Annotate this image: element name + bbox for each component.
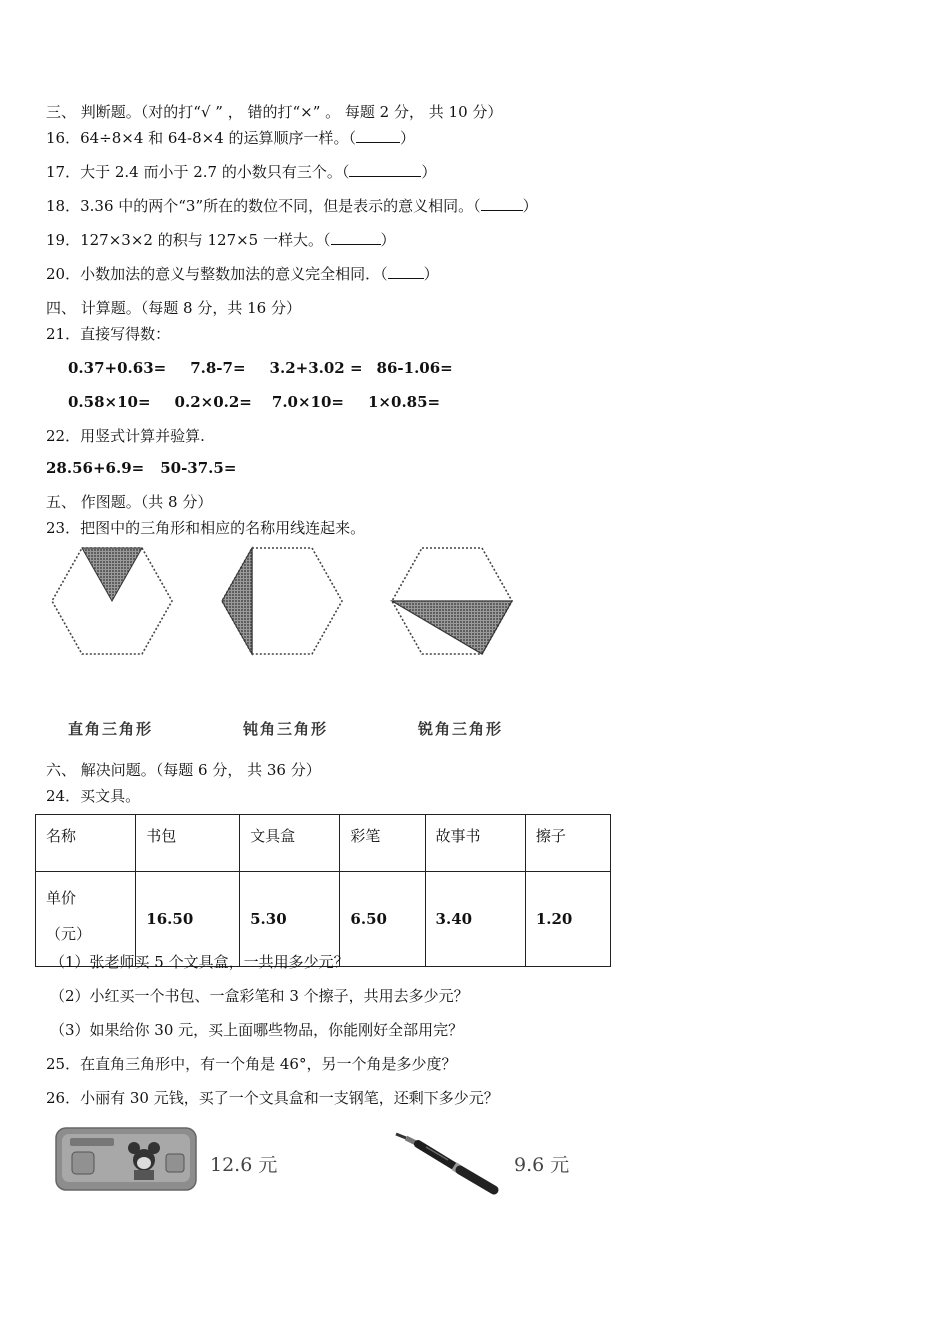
hexagon-2[interactable]: [222, 548, 342, 654]
answer-blank-18[interactable]: [481, 196, 523, 211]
label-right-triangle[interactable]: 直角三角形: [68, 720, 154, 738]
table-header-cell: 书包: [136, 815, 240, 872]
pen-price: 9.6 元: [514, 1154, 570, 1176]
pencil-case-image: [54, 1124, 198, 1194]
section3-title: 三、 判断题。（对的打“√ ” ， 错的打“×” 。 每题 2 分， 共 10 分）: [46, 103, 503, 121]
section6-title: 六、 解决问题。（每题 6 分， 共 36 分）: [46, 761, 321, 779]
vertical-calc-item: 50-37.5=: [160, 459, 237, 477]
table-header-cell: 彩笔: [340, 815, 425, 872]
calc-item: 0.37+0.63=: [68, 359, 167, 377]
question-20-close: ）: [423, 265, 439, 283]
vertical-calc-row: [46, 458, 236, 478]
question-16-close: ）: [400, 129, 416, 147]
answer-blank-20[interactable]: [388, 264, 424, 279]
question-21: 21．直接写得数：: [46, 325, 171, 343]
table-cell: 6.50: [340, 872, 425, 967]
sub-question-3: （3）如果给你 30 元，买上面哪些物品，你能刚好全部用完？: [50, 1021, 464, 1039]
table-header-cell: 擦子: [525, 815, 610, 872]
question-17-close: ）: [421, 163, 437, 181]
row-label-unit: （元）: [46, 925, 92, 943]
pencil-case-price: 12.6 元: [210, 1154, 278, 1176]
answer-blank-16[interactable]: [356, 128, 400, 143]
question-26: 26．小丽有 30 元钱，买了一个文具盒和一支钢笔，还剩下多少元？: [46, 1089, 499, 1107]
question-16-text: 16．64÷8×4 和 64-8×4 的运算顺序一样。（: [46, 129, 357, 147]
question-19-close: ）: [380, 231, 396, 249]
question-25: 25．在直角三角形中，有一个角是 46°，另一个角是多少度？: [46, 1055, 457, 1073]
question-18: [46, 196, 538, 216]
question-20-text: 20．小数加法的意义与整数加法的意义完全相同．（: [46, 265, 388, 283]
table-cell: 5.30: [240, 872, 340, 967]
question-17: [46, 162, 436, 182]
answer-blank-17[interactable]: [349, 162, 421, 177]
table-header-row: [36, 815, 611, 872]
calc-item: 0.2×0.2=: [174, 393, 252, 411]
vertical-calc-item: 28.56+6.9=: [46, 459, 145, 477]
label-acute-triangle[interactable]: 锐角三角形: [418, 720, 504, 738]
answer-blank-19[interactable]: [331, 230, 381, 245]
calc-row-1: [68, 358, 453, 378]
pen-image: [390, 1126, 502, 1198]
question-24: 24．买文具。: [46, 787, 141, 805]
calc-item: 86-1.06=: [376, 359, 453, 377]
hexagon-figures: [40, 540, 560, 670]
hexagon-1[interactable]: [52, 548, 172, 654]
table-header-cell: 故事书: [425, 815, 525, 872]
question-23: 23．把图中的三角形和相应的名称用线连起来。: [46, 519, 366, 537]
row-label-price: 单价: [46, 889, 77, 907]
table-cell: 3.40: [425, 872, 525, 967]
price-table: [35, 814, 611, 967]
calc-row-2: [68, 392, 440, 412]
calc-item: 0.58×10=: [68, 393, 151, 411]
question-19-text: 19．127×3×2 的积与 127×5 一样大。（: [46, 231, 331, 249]
table-cell: 16.50: [136, 872, 240, 967]
sub-question-2: （2）小红买一个书包、一盒彩笔和 3 个擦子，共用去多少元？: [50, 987, 469, 1005]
table-header-cell: 文具盒: [240, 815, 340, 872]
question-19: [46, 230, 396, 250]
calc-item: 7.8-7=: [190, 359, 246, 377]
sub-question-1: （1）张老师买 5 个文具盒，一共用多少元？: [50, 953, 349, 971]
calc-item: 3.2+3.02 =: [269, 359, 363, 377]
hexagon-3[interactable]: [392, 548, 512, 654]
table-cell: 1.20: [525, 872, 610, 967]
question-16: [46, 128, 415, 148]
section5-title: 五、 作图题。（共 8 分）: [46, 493, 213, 511]
question-18-close: ）: [522, 197, 538, 215]
table-header-cell: 名称: [36, 815, 136, 872]
question-18-text: 18．3.36 中的两个“3”所在的数位不同，但是表示的意义相同。（: [46, 197, 481, 215]
question-22: 22．用竖式计算并验算.: [46, 427, 205, 445]
label-obtuse-triangle[interactable]: 钝角三角形: [243, 720, 329, 738]
calc-item: 7.0×10=: [271, 393, 344, 411]
question-17-text: 17．大于 2.4 而小于 2.7 的小数只有三个。（: [46, 163, 350, 181]
question-20: [46, 264, 439, 284]
calc-item: 1×0.85=: [368, 393, 441, 411]
section4-title: 四、 计算题。（每题 8 分，共 16 分）: [46, 299, 301, 317]
